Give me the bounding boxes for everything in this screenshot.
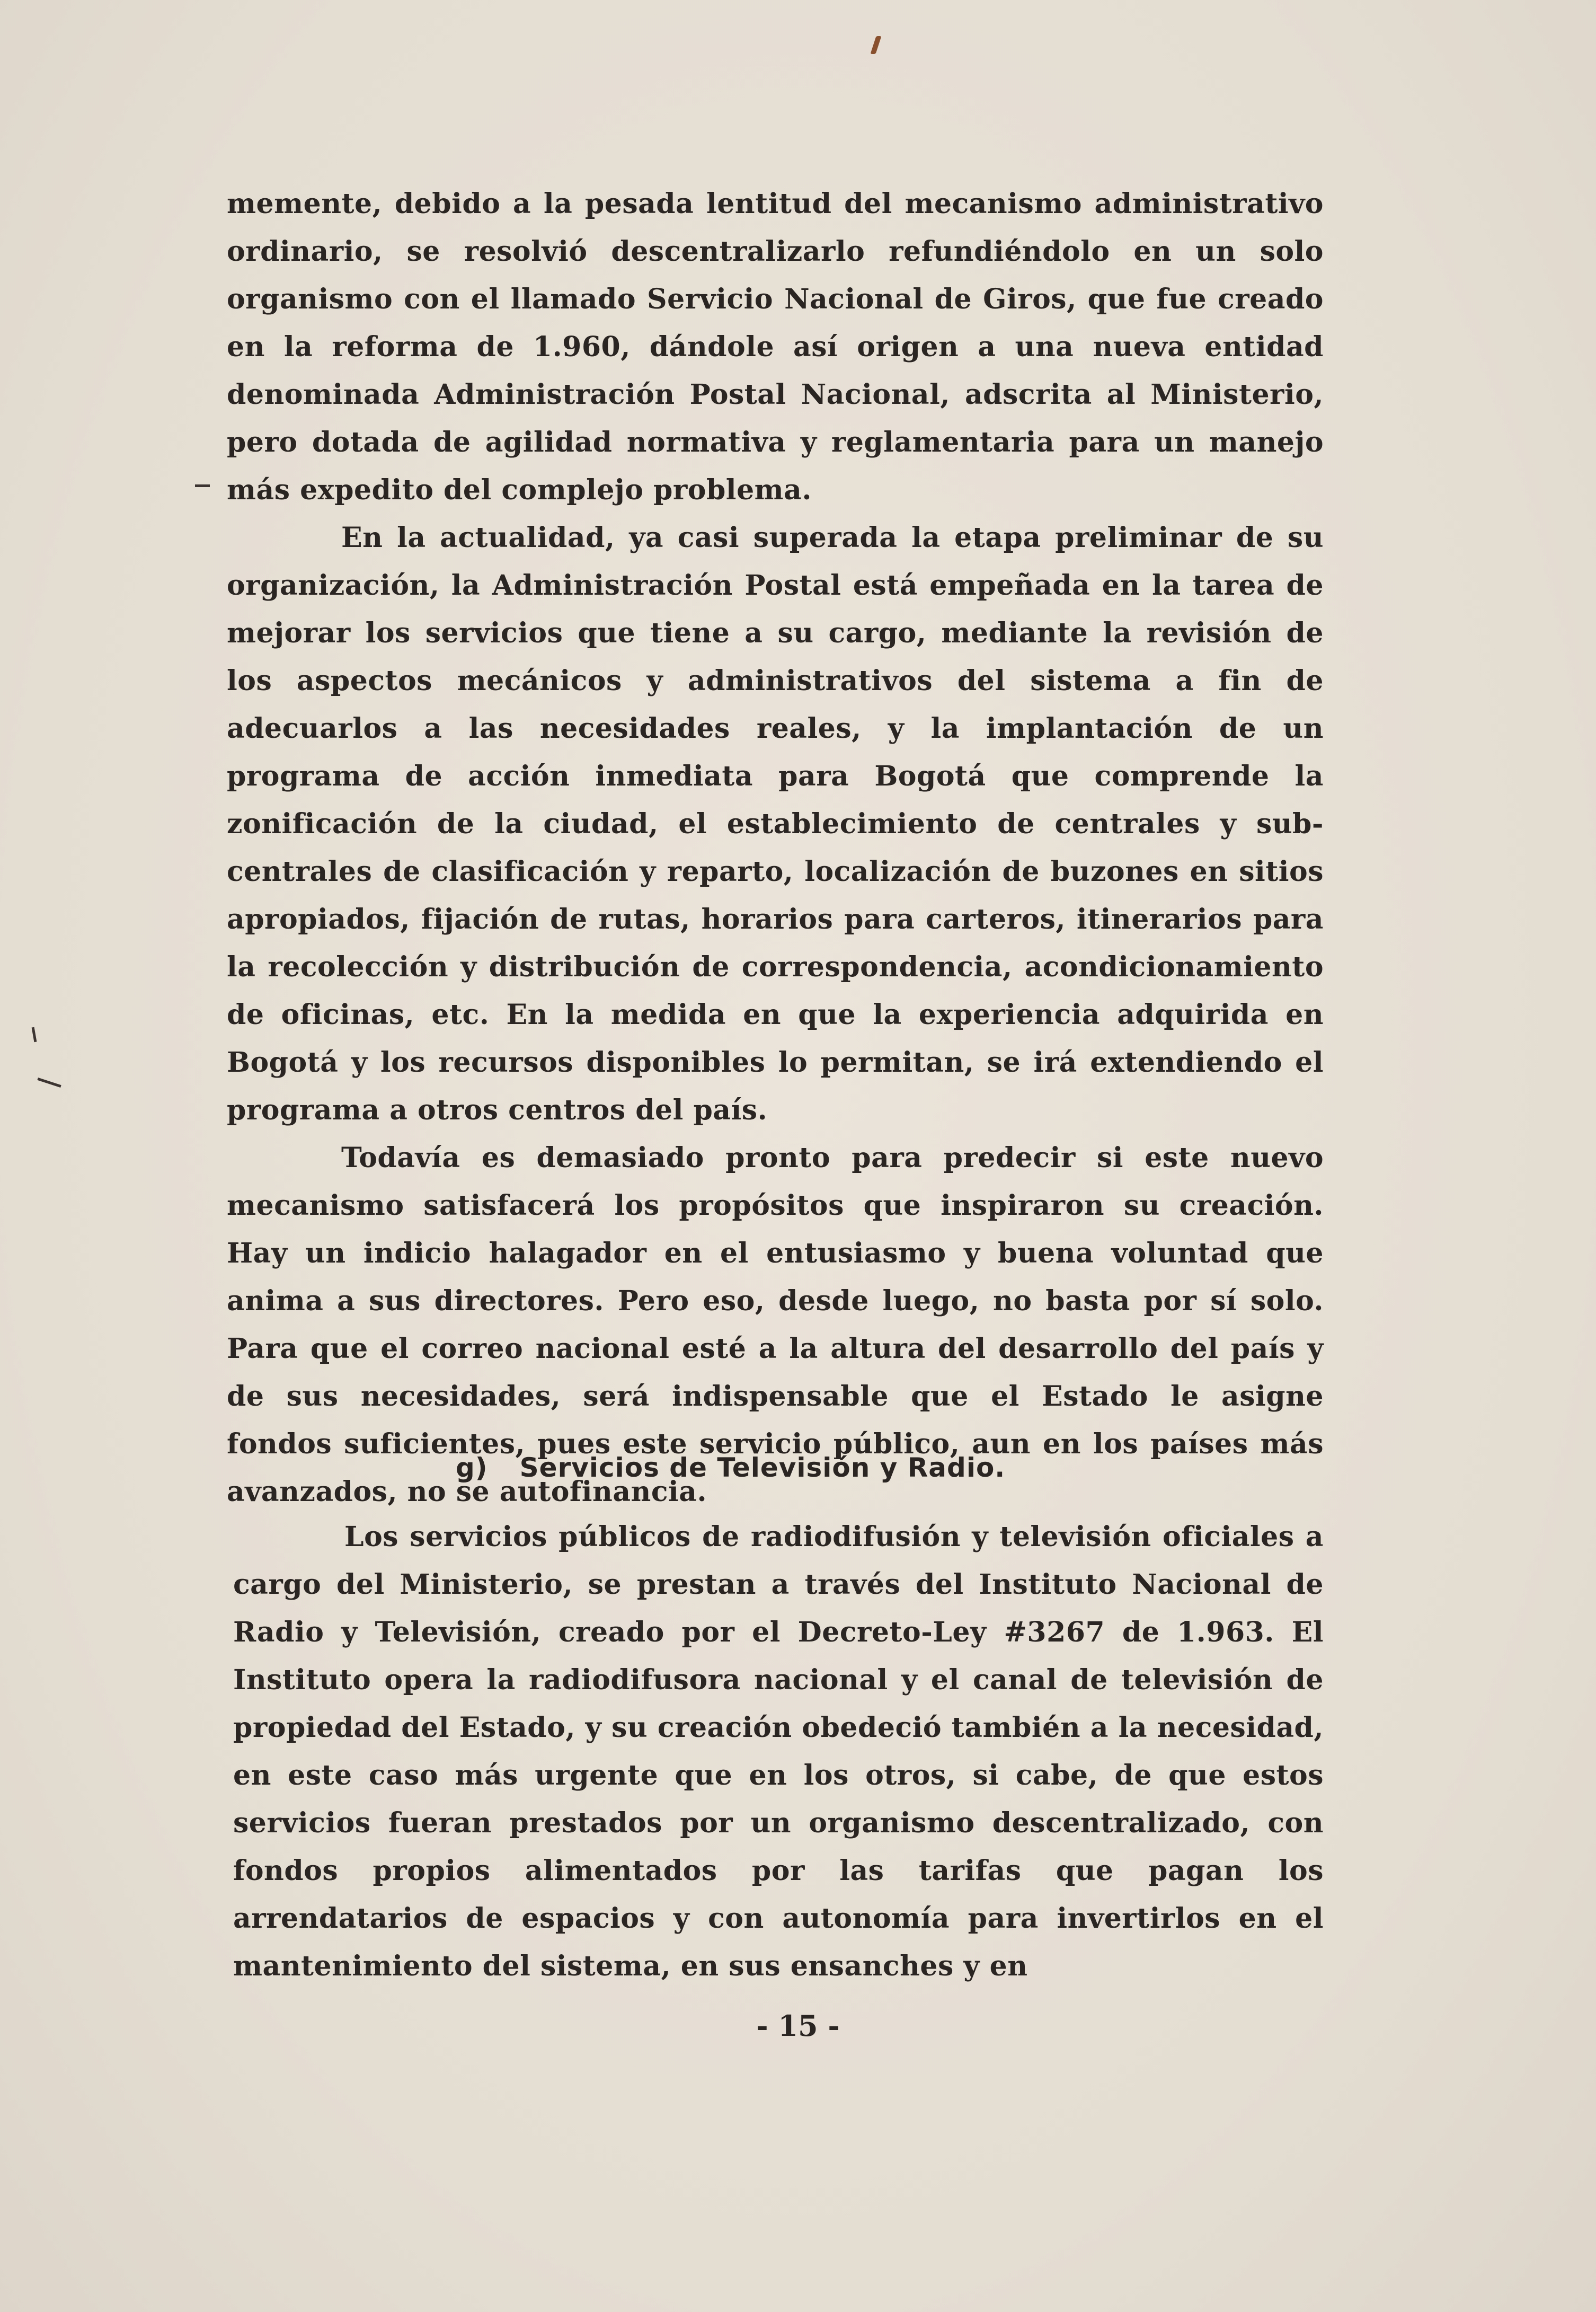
ink-mark	[870, 36, 881, 54]
margin-mark	[195, 484, 210, 487]
section-letter: g)	[456, 1452, 488, 1483]
section-heading	[456, 1452, 1005, 1483]
page-number: - 15 -	[756, 2009, 840, 2043]
margin-mark	[32, 1027, 37, 1042]
section-text	[233, 1513, 1324, 1990]
main-text	[227, 180, 1324, 1516]
paragraph-3: Todavía es demasiado pronto para predecir si este nuevo mecanismo satisfacerá los propósitos que inspiraron su creación. Hay un indicio halagador en el entusiasmo y buena voluntad que anima a sus directores. Pero eso, desde luego, no basta por sí solo. Para que el correo nacional esté a la altura del desarrollo del país y de sus necesidades, será indispensable que el Estado le asigne fondos suficientes, pues este servicio público, aun en los países más avanzados, no se autofinancia.	[227, 1142, 1324, 1508]
section-title: Servicios de Televisión y Radio.	[519, 1452, 1006, 1483]
paragraph-1: memente, debido a la pesada lentitud del mecanismo administrativo ordinario, se resolvió descentralizarlo refundiéndolo en un solo organismo con el llamado Servicio Nacional de Giros, que fue creado en la reforma de 1.960, dándole así origen a una nueva entidad denominada Administración Postal Nacional, adscrita al Ministerio, pero dotada de agilidad normativa y reglamentaria para un manejo más expedito del complejo problema.	[227, 188, 1324, 506]
paragraph-2: En la actualidad, ya casi superada la etapa preliminar de su organización, la Administración Postal está empeñada en la tarea de mejorar los servicios que tiene a su cargo, mediante la revisión de los aspectos mecánicos y administrativos del sistema a fin de adecuarlos a las necesidades reales, y la implantación de un programa de acción inmediata para Bogotá que comprende la zonificación de la ciudad, el establecimiento de centrales y sub-centrales de clasificación y reparto, localización de buzones en sitios apropiados, fijación de rutas, horarios para carteros, itinerarios para la recolección y distribución de correspondencia, acondicionamiento de oficinas, etc. En la medida en que la experiencia adquirida en Bogotá y los recursos disponibles lo permitan, se irá extendiendo el programa a otros centros del país.	[227, 522, 1324, 1126]
margin-mark	[37, 1078, 61, 1088]
section-paragraph: Los servicios públicos de radiodifusión y televisión oficiales a cargo del Ministerio, se prestan a través del Instituto Nacional de Radio y Televisión, creado por el Decreto-Ley #3267 de 1.963. El Instituto opera la radiodifusora nacional y el canal de televisión de propiedad del Estado, y su creación obedeció también a la necesidad, en este caso más urgente que en los otros, si cabe, de que estos servicios fueran prestados por un organismo descentralizado, con fondos propios alimentados por las tarifas que pagan los arrendatarios de espacios y con autonomía para invertirlos en el mantenimiento del sistema, en sus ensanches y en	[233, 1521, 1324, 1982]
